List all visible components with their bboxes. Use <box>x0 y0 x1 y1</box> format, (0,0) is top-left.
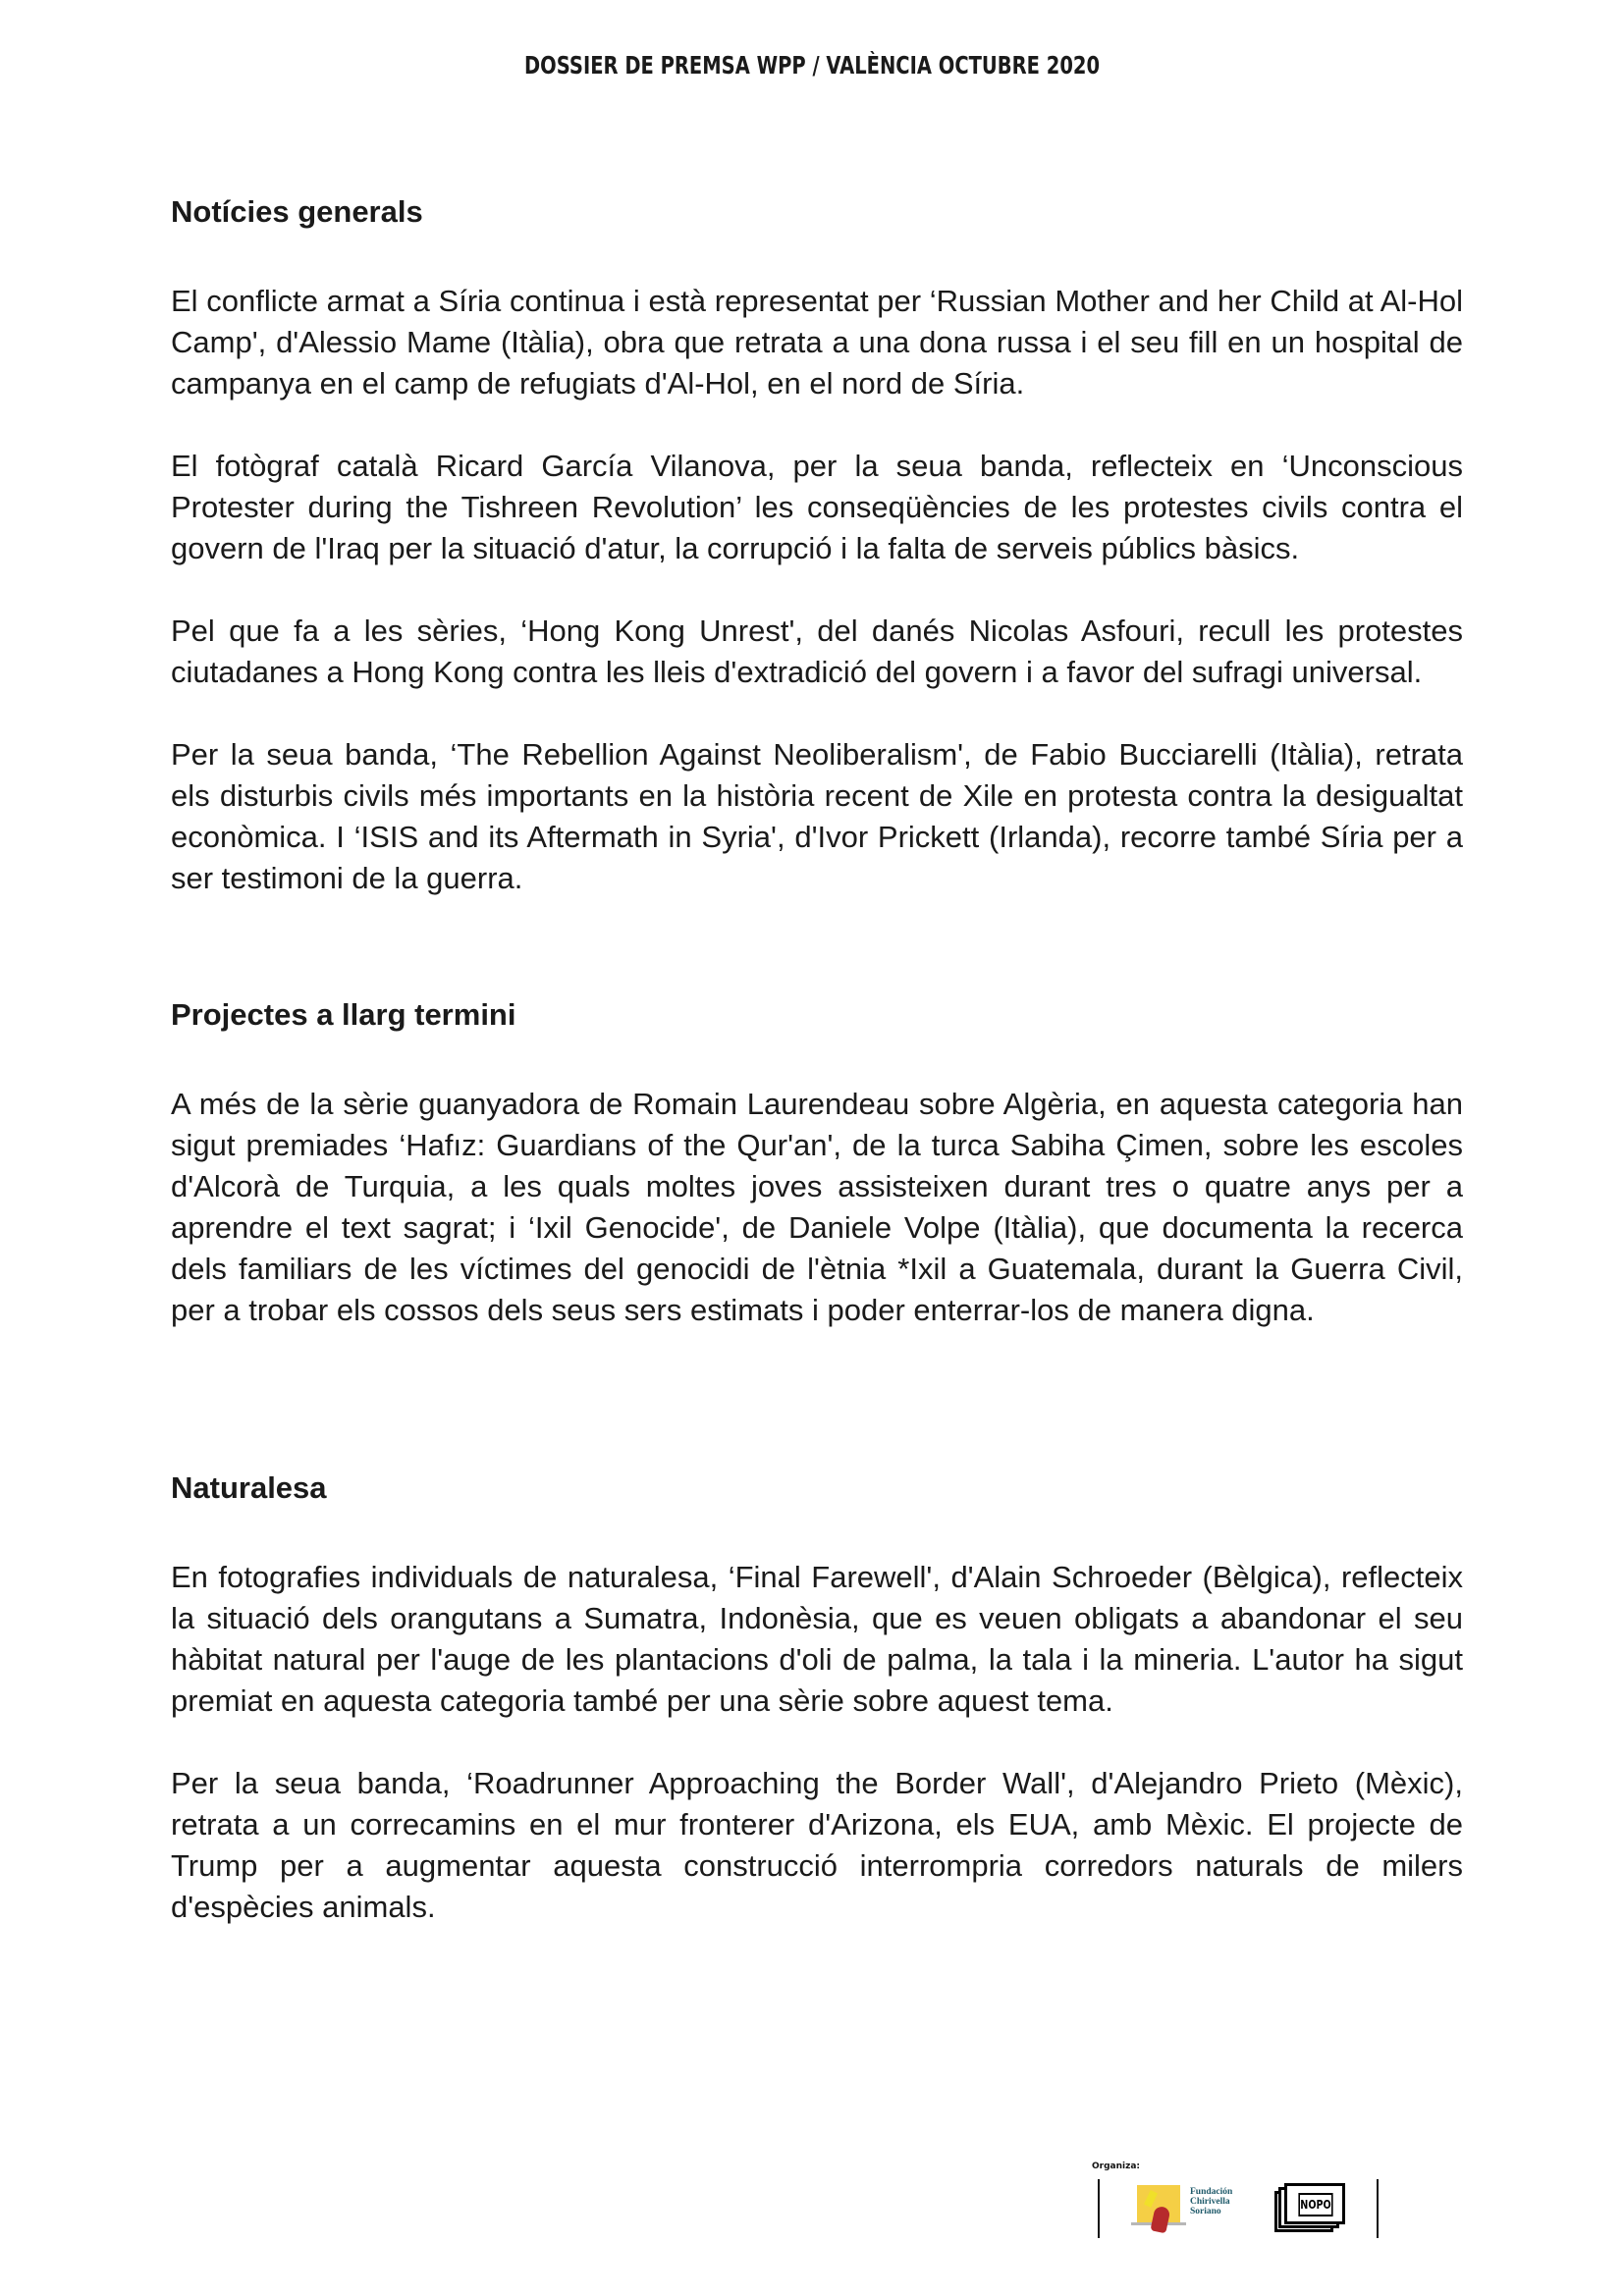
paragraph: Pel que fa a les sèries, ‘Hong Kong Unrest', del danés Nicolas Asfouri, recull les protestes ciutadanes a Hong Kong contra les lleis d'extradició del govern i a favor del sufragi universal. <box>171 614 1463 689</box>
section-title: Naturalesa <box>171 1470 327 1505</box>
logo-text-line: Fundación <box>1190 2187 1233 2197</box>
fundacion-chirivella-soriano-logo <box>1190 2187 1232 2216</box>
nopo-logo <box>1274 2183 1345 2234</box>
logo-text-line: Chirivella <box>1190 2197 1230 2207</box>
page-header: DOSSIER DE PREMSA WPP / VALÈNCIA OCTUBRE 2020 <box>523 51 1101 80</box>
paragraph: A més de la sèrie guanyadora de Romain Laurendeau sobre Algèria, en aquesta categoria han sigut premiades ‘Hafız: Guardians of the Qur'an', de la turca Sabiha Çimen, sobre les escoles d'Alcorà de Turquia, a les quals moltes joves assisteixen durant tres o quatre anys per a aprendre el text sagrat; i ‘Ixil Genocide', de Daniele Volpe (Itàlia), que documenta la recerca dels familiars de les víctimes del genocidi de l'ètnia *Ixil a Guatemala, durant la Guerra Civil, per a trobar els cossos dels seus sers estimats i poder enterrar-los de manera digna. <box>171 1087 1463 1327</box>
section-title: Notícies generals <box>171 194 423 229</box>
document-body <box>171 192 1463 1928</box>
nopo-logo-text: NOPO <box>1298 2193 1332 2216</box>
logo-text-line: Soriano <box>1190 2207 1221 2216</box>
paragraph: Per la seua banda, ‘Roadrunner Approaching the Border Wall', d'Alejandro Prieto (Mèxic), retrata a un correcamins en el mur fronterer d'Arizona, els EUA, amb Mèxic. El projecte de Trump per a augmentar aquesta construcció interrompria corredors naturals de milers d'espècies animals. <box>171 1766 1463 1924</box>
candle-flame-icon <box>1131 2183 1188 2234</box>
section-noticies-generals <box>171 192 1463 899</box>
paragraph: El conflicte armat a Síria continua i està representat per ‘Russian Mother and her Child at Al-Hol Camp', d'Alessio Mame (Itàlia), obra que retrata a una dona russa i el seu fill en un hospital de campanya en el camp de refugiats d'Al-Hol, en el nord de Síria. <box>171 284 1463 400</box>
divider <box>1377 2179 1379 2238</box>
footer-organizers <box>1088 2162 1412 2260</box>
paragraph: Per la seua banda, ‘The Rebellion Against Neoliberalism', de Fabio Bucciarelli (Itàlia), retrata els disturbis civils més importants en la història recent de Xile en protesta contra la desigualtat econòmica. I ‘ISIS and its Aftermath in Syria', d'Ivor Prickett (Irlanda), recorre també Síria per a ser testimoni de la guerra. <box>171 737 1463 895</box>
section-naturalesa <box>171 1468 1463 1928</box>
paragraph: El fotògraf català Ricard García Vilanova, per la seua banda, reflecteix en ‘Unconscious Protester during the Tishreen Revolution’ les conseqüències de les protestes civils contra el govern de l'Iraq per la situació d'atur, la corrupció i la falta de serveis públics bàsics. <box>171 449 1463 565</box>
paragraph: En fotografies individuals de naturalesa, ‘Final Farewell', d'Alain Schroeder (Bèlgica), reflecteix la situació dels orangutans a Sumatra, Indonèsia, que es veuen obligats a abandonar el seu hàbitat natural per l'auge de les plantacions d'oli de palma, la tala i la mineria. L'autor ha sigut premiat en aquesta categoria també per una sèrie sobre aquest tema. <box>171 1560 1463 1718</box>
divider <box>1098 2179 1100 2238</box>
section-title: Projectes a llarg termini <box>171 997 516 1032</box>
section-projectes-llarg-termini <box>171 995 1463 1331</box>
organiza-label: Organiza: <box>1092 2162 1141 2171</box>
